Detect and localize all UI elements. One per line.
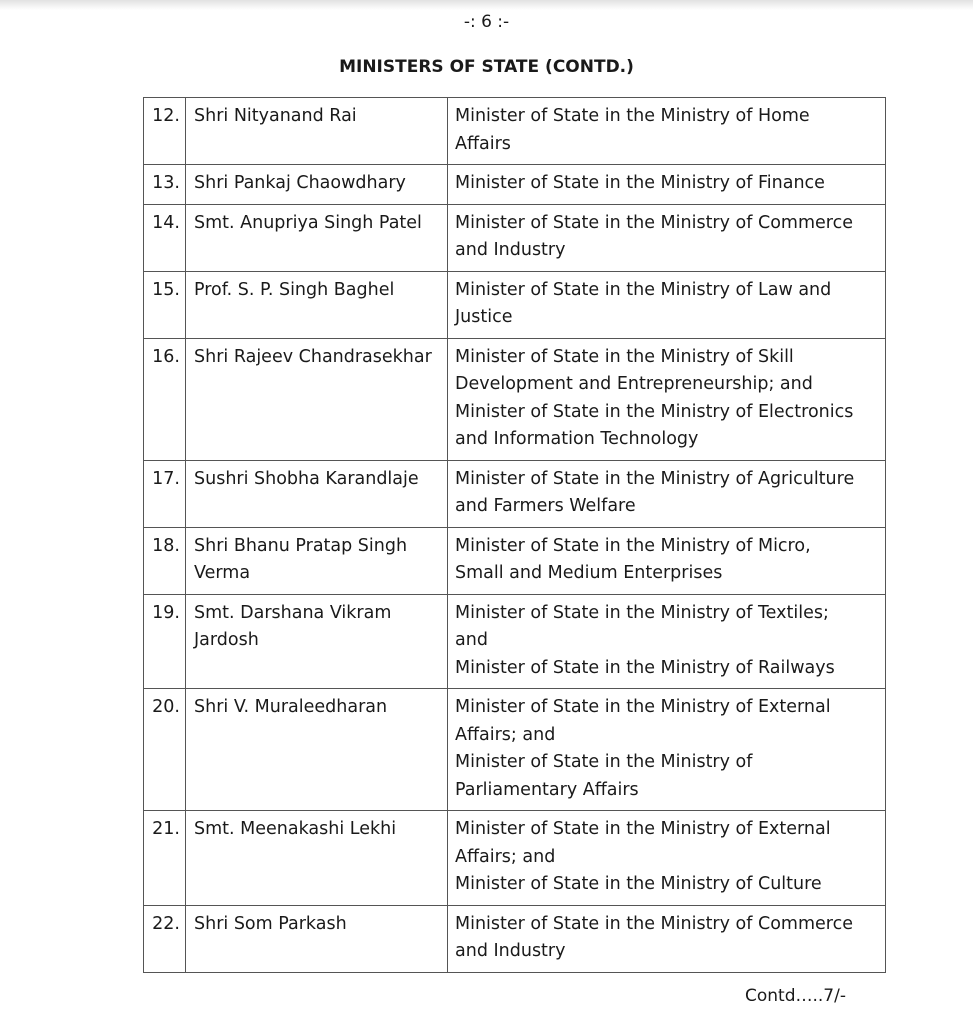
- name-line: Smt. Darshana Vikram: [194, 602, 392, 623]
- table-row: [144, 527, 886, 594]
- minister-portfolio: [448, 689, 886, 811]
- portfolio-line: Minister of State in the Ministry of: [455, 752, 753, 772]
- serial-number: 22.: [144, 905, 186, 972]
- portfolio-line: Minister of State in the Ministry of Home: [455, 106, 810, 126]
- page-number: -: 6 :-: [463, 12, 510, 32]
- serial-number: 19.: [144, 594, 186, 689]
- minister-portfolio: [448, 165, 886, 205]
- page-title: MINISTERS OF STATE (CONTD.): [339, 57, 634, 77]
- portfolio-line: Affairs; and: [455, 846, 556, 867]
- serial-number: 15.: [144, 271, 186, 338]
- portfolio-line: Small and Medium Enterprises: [455, 563, 723, 583]
- name-line: Shri Som Parkash: [194, 913, 347, 934]
- minister-portfolio: [448, 527, 886, 594]
- portfolio-line: and Information Technology: [455, 429, 699, 449]
- table-row: [144, 338, 886, 460]
- table-row: [144, 905, 886, 972]
- portfolio-line: Minister of State in the Ministry of Electronics: [455, 401, 854, 422]
- name-line: Shri Pankaj Chaowdhary: [194, 173, 406, 193]
- minister-name: [186, 527, 448, 594]
- table-row: [144, 594, 886, 689]
- portfolio-line: Parliamentary Affairs: [455, 779, 639, 800]
- top-shadow: [0, 0, 973, 10]
- table-row: [144, 811, 886, 906]
- portfolio-line: Minister of State in the Ministry of Commerce: [455, 913, 853, 934]
- portfolio-line: Minister of State in the Ministry of Finance: [455, 173, 825, 193]
- portfolio-line: Minister of State in the Ministry of Agriculture: [455, 468, 855, 489]
- minister-portfolio: [448, 271, 886, 338]
- portfolio-line: Minister of State in the Ministry of External: [455, 697, 831, 717]
- minister-portfolio: [448, 905, 886, 972]
- serial-number: 21.: [144, 811, 186, 906]
- serial-number: 17.: [144, 460, 186, 527]
- name-line: Sushri Shobha Karandlaje: [194, 468, 419, 489]
- continued-note: Contd…..7/-: [745, 986, 846, 1006]
- minister-portfolio: [448, 204, 886, 271]
- minister-name: [186, 98, 448, 165]
- table-row: [144, 204, 886, 271]
- table-row: [144, 98, 886, 165]
- minister-name: [186, 905, 448, 972]
- serial-number: 14.: [144, 204, 186, 271]
- portfolio-line: Affairs; and: [455, 724, 556, 745]
- portfolio-line: Minister of State in the Ministry of Textiles;: [455, 602, 829, 623]
- minister-portfolio: [448, 98, 886, 165]
- minister-name: [186, 689, 448, 811]
- portfolio-line: and: [455, 630, 488, 650]
- minister-name: [186, 165, 448, 205]
- table-row: [144, 165, 886, 205]
- portfolio-line: and Industry: [455, 240, 566, 260]
- name-line: Prof. S. P. Singh Baghel: [194, 279, 395, 300]
- minister-portfolio: [448, 811, 886, 906]
- name-line: Jardosh: [194, 630, 259, 650]
- portfolio-line: Justice: [455, 307, 513, 327]
- portfolio-line: Minister of State in the Ministry of External: [455, 819, 831, 839]
- minister-name: [186, 460, 448, 527]
- serial-number: 12.: [144, 98, 186, 165]
- portfolio-line: Minister of State in the Ministry of Culture: [455, 874, 822, 894]
- serial-number: 16.: [144, 338, 186, 460]
- serial-number: 13.: [144, 165, 186, 205]
- portfolio-line: Minister of State in the Ministry of Law and: [455, 279, 832, 300]
- table-row: [144, 689, 886, 811]
- name-line: Shri V. Muraleedharan: [194, 697, 388, 717]
- minister-name: [186, 204, 448, 271]
- table-row: [144, 271, 886, 338]
- portfolio-line: Minister of State in the Ministry of Railways: [455, 657, 835, 678]
- serial-number: 18.: [144, 527, 186, 594]
- minister-name: [186, 271, 448, 338]
- minister-portfolio: [448, 460, 886, 527]
- serial-number: 20.: [144, 689, 186, 811]
- minister-name: [186, 594, 448, 689]
- minister-portfolio: [448, 594, 886, 689]
- name-line: Shri Bhanu Pratap Singh: [194, 535, 408, 556]
- name-line: Smt. Anupriya Singh Patel: [194, 212, 422, 233]
- minister-name: [186, 338, 448, 460]
- name-line: Verma: [194, 563, 251, 583]
- portfolio-line: Affairs: [455, 133, 511, 154]
- portfolio-line: Minister of State in the Ministry of Commerce: [455, 212, 853, 233]
- name-line: Shri Rajeev Chandrasekhar: [194, 346, 432, 367]
- ministers-table: [143, 97, 886, 973]
- portfolio-line: Minister of State in the Ministry of Skill: [455, 346, 794, 367]
- name-line: Smt. Meenakashi Lekhi: [194, 819, 397, 839]
- table-row: [144, 460, 886, 527]
- minister-portfolio: [448, 338, 886, 460]
- portfolio-line: Development and Entrepreneurship; and: [455, 374, 813, 394]
- portfolio-line: and Farmers Welfare: [455, 496, 636, 516]
- name-line: Shri Nityanand Rai: [194, 106, 357, 126]
- portfolio-line: Minister of State in the Ministry of Micro,: [455, 535, 811, 556]
- portfolio-line: and Industry: [455, 941, 566, 961]
- minister-name: [186, 811, 448, 906]
